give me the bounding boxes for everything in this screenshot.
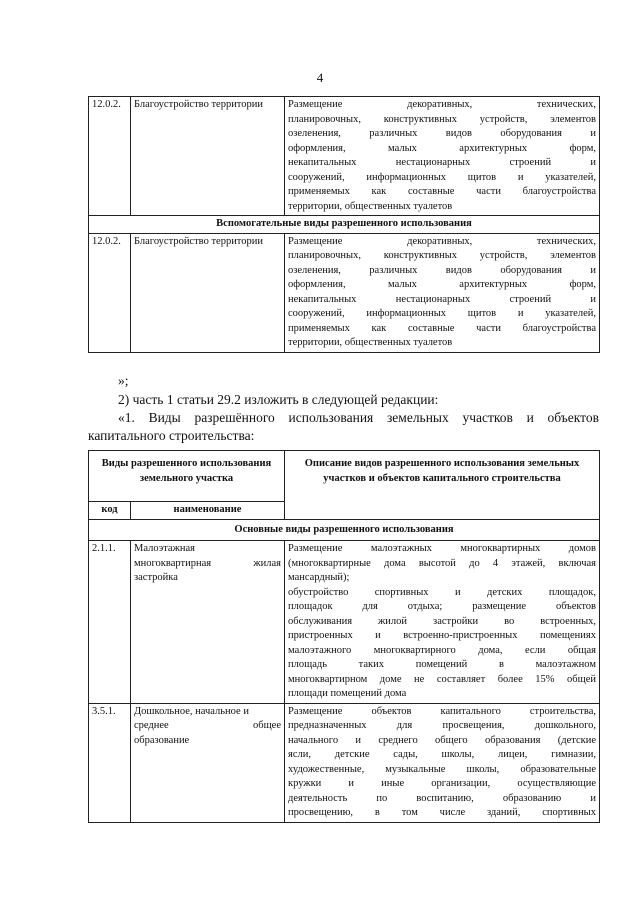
row-name: Малоэтажная многоквартирная жилая застройка bbox=[131, 541, 285, 704]
row-description: Размещение декоративных, технических, планировочных, конструктивных устройств, элементов озеленения, различных видов оборудования и оформления, малых архитектурных форм, некапитальных нестационарных строений и сооружений, информационных щитов и указателей, применяемых как составные части благоустройства территории, общественных туалетов bbox=[285, 97, 600, 216]
table-row bbox=[89, 97, 600, 216]
land-use-table-continued bbox=[88, 96, 600, 353]
table-row bbox=[89, 233, 600, 352]
table-row bbox=[89, 541, 600, 704]
header-land-use-types: Виды разрешенного использования земельного участка bbox=[89, 451, 285, 502]
subheader-name: наименование bbox=[131, 502, 285, 520]
row-name: Благоустройство территории bbox=[131, 97, 285, 216]
amendment-intro-paragraph: «1. Виды разрешённого использования земельных участков и объектов капитального строительства: bbox=[88, 410, 599, 443]
subheader-code: код bbox=[89, 502, 131, 520]
table-row bbox=[89, 703, 600, 822]
row-code: 3.5.1. bbox=[89, 703, 131, 822]
header-row bbox=[89, 451, 600, 502]
row-code: 12.0.2. bbox=[89, 97, 131, 216]
page-number: 4 bbox=[316, 70, 324, 85]
row-name: Благоустройство территории bbox=[131, 233, 285, 352]
row-description: Размещение малоэтажных многоквартирных домов (многоквартирные дома высотой до 4 этажей, включая мансардный); обустройство спортивных и детских площадок, площадок для отдыха; размещение объектов обслуживания жилой застройки во встроенных, пристроенных и встроенно-пристроенных помещениях малоэтажного многоквартирного дома, если общая площадь таких помещений в малоэтажном многоквартирном доме не составляет более 15% общей площади помещений дома bbox=[285, 541, 600, 704]
row-description: Размещение декоративных, технических, планировочных, конструктивных устройств, элементов озеленения, различных видов оборудования и оформления, малых архитектурных форм, некапитальных нестационарных строений и сооружений, информационных щитов и указателей, применяемых как составные части благоустройства территории, общественных туалетов bbox=[285, 233, 600, 352]
row-code: 2.1.1. bbox=[89, 541, 131, 704]
closing-quote: »; bbox=[118, 373, 129, 388]
section-header-row bbox=[89, 519, 600, 541]
section-header-row bbox=[89, 216, 600, 234]
section-header-auxiliary: Вспомогательные виды разрешенного использования bbox=[89, 216, 600, 234]
row-name: Дошкольное, начальное и среднее общее образование bbox=[131, 703, 285, 822]
section-header-main: Основные виды разрешенного использования bbox=[89, 519, 600, 541]
header-description: Описание видов разрешенного использования земельных участков и объектов капитального строительства bbox=[285, 451, 600, 520]
amendment-paragraph: 2) часть 1 статьи 29.2 изложить в следующей редакции: bbox=[118, 392, 439, 407]
row-description: Размещение объектов капитального строительства, предназначенных для просвещения, дошкольного, начального и среднего общего образования (детские ясли, детские сады, школы, лицеи, гимназии, художественные, музыкальные школы, образовательные кружки и иные организации, осуществляющие деятельность по воспитанию, образованию и просвещению, в том числе зданий, спортивных bbox=[285, 703, 600, 822]
row-code: 12.0.2. bbox=[89, 233, 131, 352]
land-use-table bbox=[88, 450, 600, 823]
